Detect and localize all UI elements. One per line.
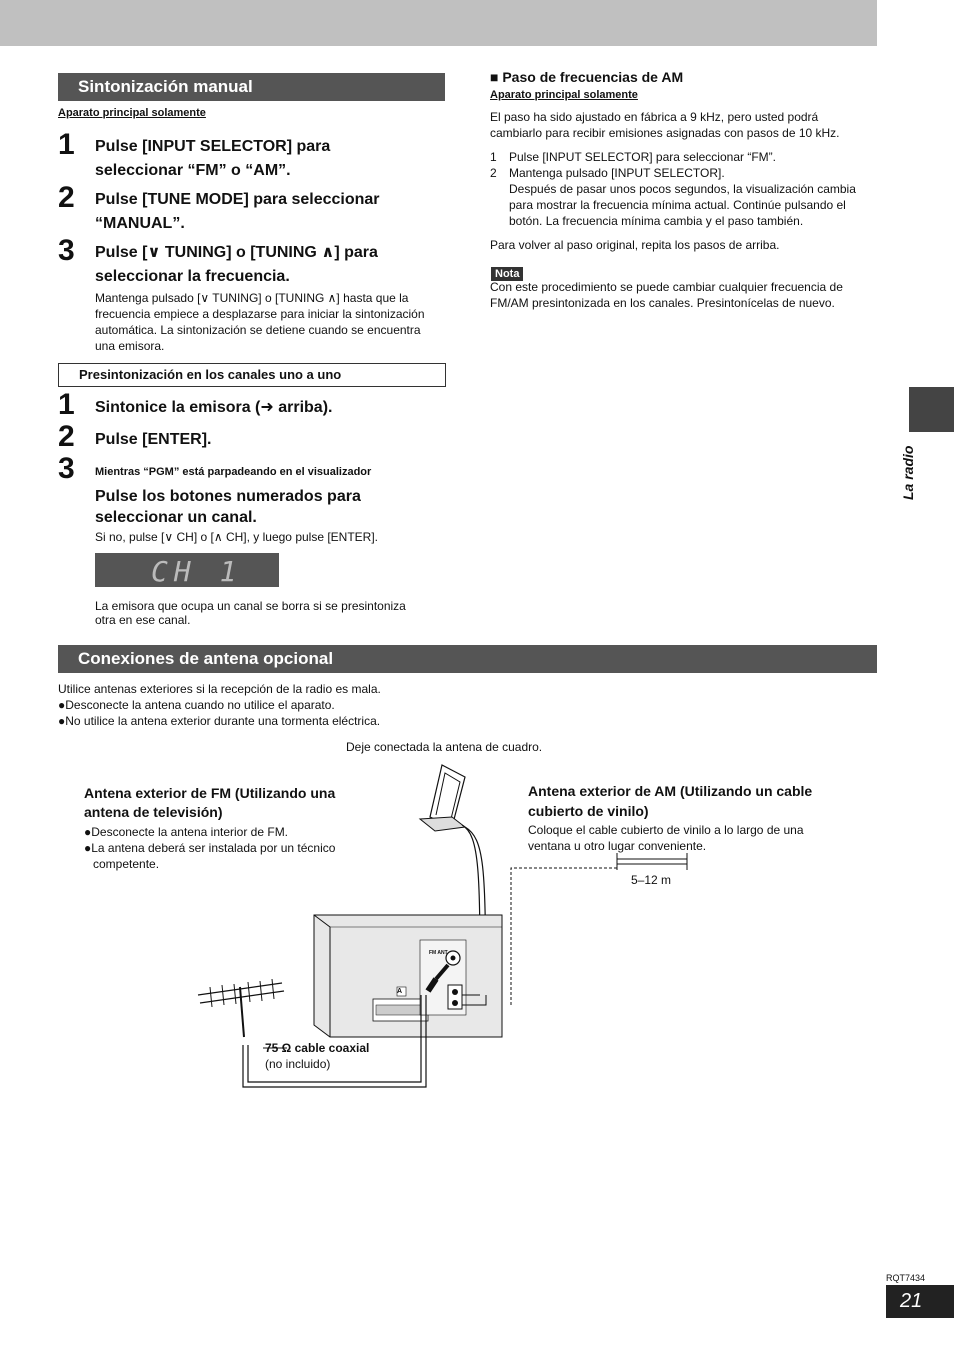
section-title-manual-tuning: Sintonización manual xyxy=(58,73,445,101)
side-tab-label: La radio xyxy=(900,445,916,500)
step-note: frecuencia empiece a desplazarse para iniciar la sintonización xyxy=(95,307,425,321)
step-text: Pulse [ENTER]. xyxy=(95,431,212,448)
para-line: Con este procedimiento se puede cambiar cualquier frecuencia de xyxy=(490,280,843,294)
fm-antenna-title: Antena exterior de FM (Utilizando una xyxy=(84,785,336,801)
wire-length-label: 5–12 m xyxy=(631,873,672,887)
bullet-line: ●Desconecte la antena cuando no utilice el aparato. xyxy=(58,698,335,712)
fm-ant-label: FM ANT xyxy=(429,950,448,956)
header-bar xyxy=(0,0,877,46)
step-number: 3 xyxy=(58,452,75,485)
list-number: 1 xyxy=(490,150,497,164)
bullet-line: ●No utilice la antena exterior durante una tormenta eléctrica. xyxy=(58,714,381,728)
step-text: seleccionar la frecuencia. xyxy=(95,268,290,285)
para-line: Utilice antenas exteriores si la recepción de la radio es mala. xyxy=(58,682,381,696)
page-number: 21 xyxy=(886,1285,954,1318)
main-unit-only-label: Aparato principal solamente xyxy=(58,107,206,119)
para-line: Para volver al paso original, repita los pasos de arriba. xyxy=(490,238,780,252)
doc-code: RQT7434 xyxy=(886,1273,926,1283)
bullet-line: competente. xyxy=(93,857,160,871)
step-text: Mientras “PGM” está parpadeando en el visualizador xyxy=(95,466,372,478)
side-tab-marker xyxy=(909,387,954,432)
am-antenna-title: Antena exterior de AM (Utilizando un cable xyxy=(528,783,813,799)
step-note: una emisora. xyxy=(95,339,165,353)
step-text: “MANUAL”. xyxy=(95,215,185,232)
section-title-antenna: Conexiones de antena opcional xyxy=(58,645,877,673)
loop-antenna-label: Deje conectada la antena de cuadro. xyxy=(346,740,543,754)
fm-antenna-title: antena de televisión) xyxy=(84,804,223,820)
bullet-line: ●La antena deberá ser instalada por un técnico xyxy=(84,841,336,855)
step-number: 2 xyxy=(58,420,75,453)
note-line: La emisora que ocupa un canal se borra si se presintoniza xyxy=(95,599,406,613)
step-text: Pulse los botones numerados para xyxy=(95,488,361,505)
para-line: Coloque el cable cubierto de vinilo a lo largo de una xyxy=(528,823,804,837)
list-line: Pulse [INPUT SELECTOR] para seleccionar “FM”. xyxy=(509,150,776,164)
step-text: Sintonice la emisora (➜ arriba). xyxy=(95,399,333,416)
main-unit-rear-panel xyxy=(314,915,502,1037)
step-text: seleccionar un canal. xyxy=(95,509,257,526)
step-number: 3 xyxy=(58,234,75,267)
main-unit-only-label: Aparato principal solamente xyxy=(490,89,638,101)
am-antenna-title: cubierto de vinilo) xyxy=(528,803,649,819)
list-line: Mantenga pulsado [INPUT SELECTOR]. xyxy=(509,166,725,180)
step-note: automática. La sintonización se detiene cuando se encuentra xyxy=(95,323,421,337)
terminal-a-label: A xyxy=(397,988,403,995)
lcd-text: CH 1 xyxy=(151,555,243,588)
step-number: 2 xyxy=(58,181,75,214)
lcd-display xyxy=(95,553,279,587)
step-number: 1 xyxy=(58,388,75,421)
nota-label: Nota xyxy=(491,267,523,281)
coax-label: 75 Ω cable coaxial xyxy=(265,1041,370,1055)
am-wire-length-indicator xyxy=(617,853,687,870)
para-line: El paso ha sido ajustado en fábrica a 9 kHz, pero usted podrá xyxy=(490,110,819,124)
step-number: 1 xyxy=(58,128,75,161)
preset-box-title: Presintonización en los canales uno a uno xyxy=(58,363,446,387)
am-step-title: ■ Paso de frecuencias de AM xyxy=(490,69,684,85)
note-line: otra en ese canal. xyxy=(95,613,191,627)
list-number: 2 xyxy=(490,166,497,180)
step-text: seleccionar “FM” o “AM”. xyxy=(95,162,291,179)
bullet-line: ●Desconecte la antena interior de FM. xyxy=(84,825,289,839)
para-line: FM/AM presintonizada en los canales. Presintonícelas de nuevo. xyxy=(490,296,835,310)
para-line: cambiarlo para recibir emisiones asignadas con pasos de 10 kHz. xyxy=(490,126,840,140)
step-note: Si no, pulse [∨ CH] o [∧ CH], y luego pulse [ENTER]. xyxy=(95,530,379,544)
step-text: Pulse [∨ TUNING] o [TUNING ∧] para xyxy=(95,244,378,261)
step-text: Pulse [TUNE MODE] para seleccionar xyxy=(95,191,380,208)
list-line: botón. La frecuencia mínima cambia y el paso también. xyxy=(509,214,804,228)
am-wire-dashed xyxy=(511,868,617,1005)
step-note: Mantenga pulsado [∨ TUNING] o [TUNING ∧] hasta que la xyxy=(95,291,409,305)
tv-antenna-icon xyxy=(198,979,284,1037)
list-line: para mostrar la frecuencia mínima actual. Continúe pulsando el xyxy=(509,198,846,212)
para-line: ventana u otro lugar conveniente. xyxy=(528,839,707,853)
list-line: Después de pasar unos pocos segundos, la visualización cambia xyxy=(509,182,856,196)
coax-sublabel: (no incluido) xyxy=(265,1057,331,1071)
step-text: Pulse [INPUT SELECTOR] para xyxy=(95,138,331,155)
